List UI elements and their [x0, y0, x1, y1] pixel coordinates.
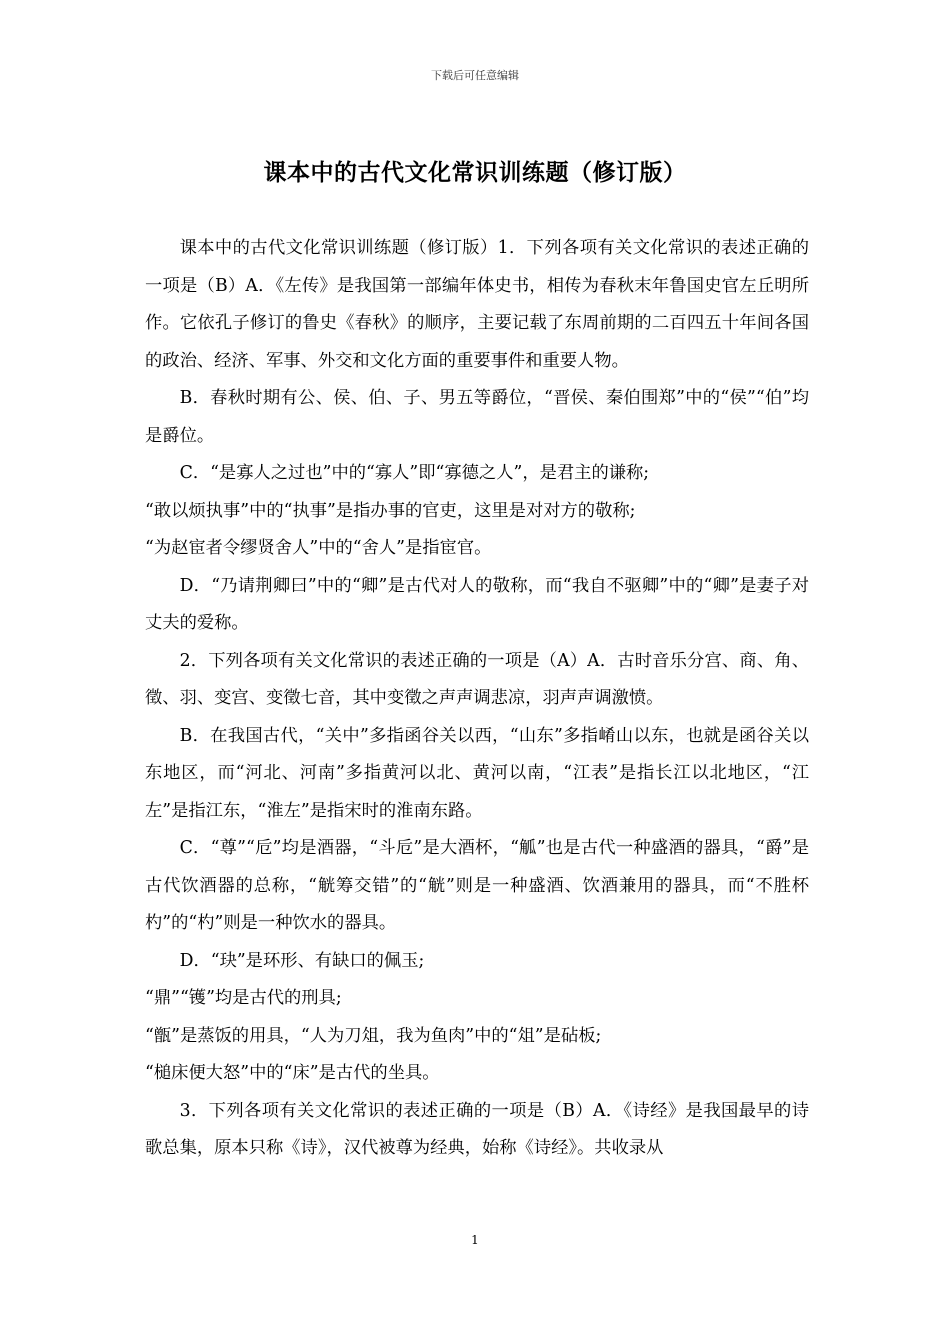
paragraph-q2-d-cont-1: “鼎”“镬”均是古代的刑具;	[145, 988, 342, 1008]
paragraph-q2-d: D．“玦”是环形、有缺口的佩玉;	[179, 950, 425, 971]
header-note: 下载后可任意编辑	[431, 69, 519, 82]
paragraph-q2-c: C．“尊”“卮”均是酒器，“斗卮”是大酒杯，“觚”也是古代一种盛酒的器具，“爵”是古代饮酒器的总称，“觥筹交错”的“觥”则是一种盛酒、饮酒兼用的器具，而“不胜杯杓”的“杓”则是一种饮水的器具。	[145, 838, 809, 933]
document-body	[145, 230, 809, 1168]
paragraph-q1-c: C．“是寡人之过也”中的“寡人”即“寡德之人”，是君主的谦称;	[179, 463, 650, 483]
paragraph-q1-c-cont-1: “敢以烦执事”中的“执事”是指办事的官吏，这里是对对方的敬称;	[145, 500, 636, 521]
paragraph-q1-d: D．“乃请荆卿曰”中的“卿”是古代对人的敬称，而“我自不驱卿”中的“卿”是妻子对丈夫的爱称。	[145, 575, 809, 633]
paragraph-q2-d-cont-2: “甑”是蒸饭的用具，“人为刀俎，我为鱼肉”中的“俎”是砧板;	[145, 1025, 602, 1046]
paragraph-q1-a: 课本中的古代文化常识训练题（修订版）1．下列各项有关文化常识的表述正确的一项是（B）A．《左传》是我国第一部编年体史书，相传为春秋末年鲁国史官左丘明所作。它依孔子修订的鲁史《春秋》的顺序，主要记载了东周前期的二百四五十年间各国的政治、经济、军事、外交和文化方面的重要事件和重要人物。	[145, 238, 809, 371]
paragraph-q2-b: B．在我国古代，“关中”多指函谷关以西，“山东”多指崤山以东，也就是函谷关以东地区，而“河北、河南”多指黄河以北、黄河以南，“江表”是指长江以北地区，“江左”是指江东，“淮左”是指宋时的淮南东路。	[145, 725, 809, 821]
document-title: 课本中的古代文化常识训练题（修订版）	[263, 160, 687, 186]
page-number: 1	[471, 1233, 479, 1247]
paragraph-q2-a: 2．下列各项有关文化常识的表述正确的一项是（A）A．古时音乐分宫、商、角、徵、羽、变宫、变徵七音，其中变徵之声声调悲凉，羽声声调激愤。	[145, 650, 809, 708]
paragraph-q1-b: B．春秋时期有公、侯、伯、子、男五等爵位，“晋侯、秦伯围郑”中的“侯”“伯”均是爵位。	[145, 388, 809, 446]
paragraph-q2-d-cont-3: “槌床便大怒”中的“床”是古代的坐具。	[145, 1063, 440, 1083]
paragraph-q1-c-cont-2: “为赵宦者令缪贤舍人”中的“舍人”是指宦官。	[145, 538, 492, 558]
paragraph-q3-a: 3．下列各项有关文化常识的表述正确的一项是（B）A．《诗经》是我国最早的诗歌总集，原本只称《诗》，汉代被尊为经典，始称《诗经》。共收录从	[145, 1100, 809, 1158]
